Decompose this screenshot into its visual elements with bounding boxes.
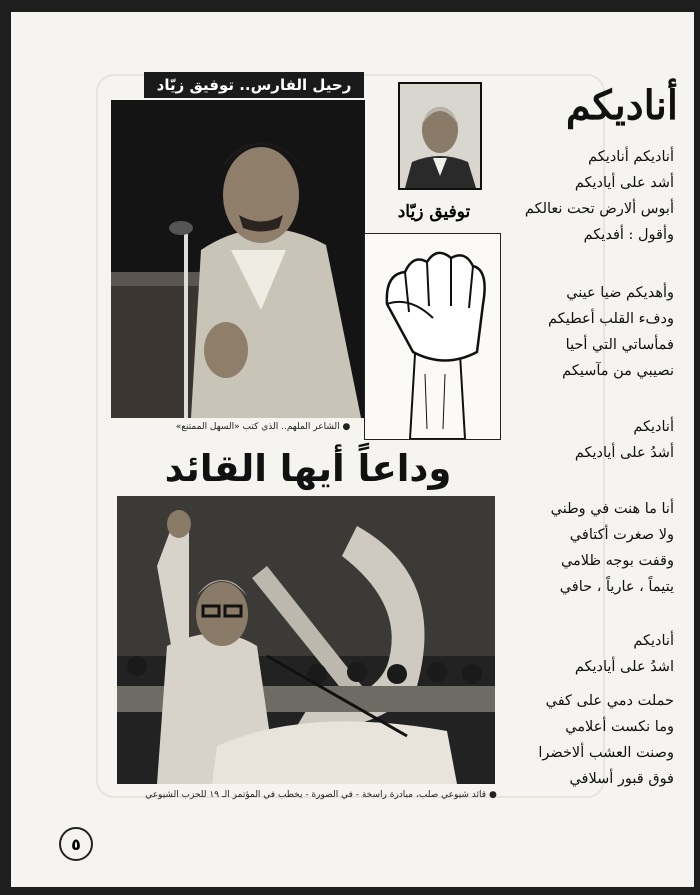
poem-line: اشدُ على أياديكم [574,659,674,675]
speaker-photo [111,100,365,418]
poem-line: وما نكست أعلامي [565,719,674,735]
poem-stanza-2 [474,280,674,384]
poem-line: أناديكم [633,419,674,435]
poem-line: فوق قبور أسلافي [569,771,674,787]
poem-line: أبوس ألارض تحت نعالكم [524,201,674,217]
poem-line: فمأساتي التي أحيا [565,337,674,353]
poem-line: حملت دمي على كفي [545,693,674,709]
poem-line: وأقول : أفديكم [583,227,674,243]
magazine-page [11,12,694,887]
poem-line: وأهديكم ضيا عيني [566,285,674,301]
speaker-photo-caption: ● الشاعر الملهم.. الذي كتب «السهل الممتنع» [175,422,351,432]
poem-stanza-3 [474,414,674,466]
page-number: ٥ [59,827,93,861]
poem-line: ولا صغرت أكتافي [569,527,674,543]
poem-stanza-4 [474,496,674,600]
article-banner: رحيل الفارس.. توفيق زيّاد [144,72,364,98]
poem-stanza-6 [474,688,674,792]
poem-stanza-5 [474,628,674,680]
poem-line: نصيبي من مآسيكم [562,363,674,379]
poem-line: وصنت العشب ألاخضرا [538,745,674,761]
poem-stanza-1 [474,144,674,248]
congress-photo-caption: ● قائد شيوعي صلب، مبادرة راسخة - في الصورة - يخطب في المؤتمر الـ ١٩ للحزب الشيوعي [145,790,497,800]
poem-line: أناديكم [633,633,674,649]
poem-line: ودفء القلب أعطيكم [548,311,674,327]
poem-line: أناديكم أناديكم [588,149,674,165]
congress-photo [117,496,495,784]
poem-line: أنا ما هنت في وطني [550,501,674,517]
poet-name: توفيق زيّاد [397,202,471,222]
poem-line: وقفت بوجه ظلامي [560,553,674,569]
portrait-photo [398,82,482,190]
poem-line: أشد على أياديكم [574,175,674,191]
poem-line: أشدُ على أياديكم [574,445,674,461]
poem-line: يتيماً ، عارياً ، حافي [559,579,674,595]
poem-title: أناديكم [565,82,678,129]
main-headline: وداعاً أيها القائد [164,447,452,490]
